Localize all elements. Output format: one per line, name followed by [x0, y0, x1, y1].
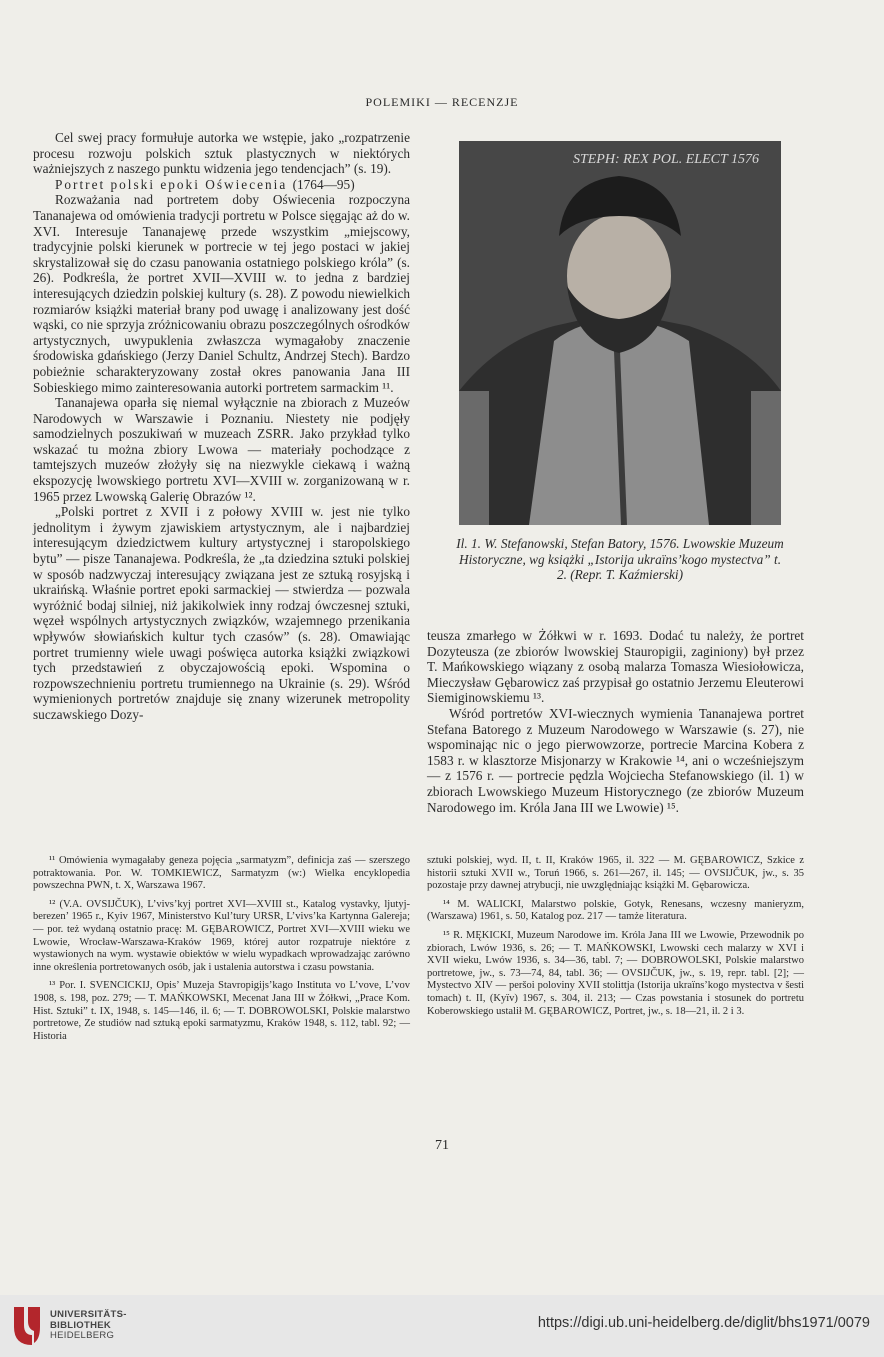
paragraph: Rozważania nad portretem doby Oświecenia rozpoczyna Tananajewa od omówienia tradycji portretu w Polsce sięgając aż do w. XVI. Interesuje Tananajewę przede wszystkim „miejscowy, tradycyjnie polski kierunek w portrecie w tej jego postaci w jakiej skrystalizował się do czasu panowania ostatniego polskiego króla” (s. 26). Podkreśla, że portret XVII—XVIII w. to jedna z bardziej interesujących dziedzin polskiej kultury (s. 28). Z powodu niewielkich rozmiarów książki materiał brany pod uwagę i analizowany jest dość wąski, co nie sprzyja zróżnicowaniu obrazu poszczególnych ośrodków artystycznych, uwypuklenia zwłaszcza wymagałoby znaczenie środowiska gdańskiego (Jerzy Daniel Schultz, Andrzej Stech). Bardzo pobieżnie scharakteryzowany został okres panowania Jana III Sobieskiego mimo zainteresowania autorki portretem sarmackim ¹¹. — [33, 192, 410, 395]
paragraph: Cel swej pracy formułuje autorka we wstępie, jako „rozpatrzenie procesu rozwoju polskich sztuk plastycznych w niektórych ważniejszych z naszego punktu widzenia jego tendencjach” (s. 19). — [33, 130, 410, 177]
footnote: ¹⁵ R. MĘKICKI, Muzeum Narodowe im. Króla Jana III we Lwowie, Przewodnik po zbiorach, Lwów 1936, s. 26; — T. MAŃKOWSKI, Lwowski cech malarzy w XVI i XVII wieku, Lwów 1936, s. 34—36, tabl. 7; — DOBROWOLSKI, Polskie malarstwo portretowe, jw., s. 73—74, 84, tabl. 36; — OVSIJČUK, jw., s. 19, repr. tabl. [2]; — Mystectvo XIV — peršoi poloviny XVII stolittja (Istorija ukraїns’kogo mystectva v šesti tomach) t. II, (Kyїv) 1967, s. 304, il. 213; — Czas powstania i stosunek do portretu Koberowskiego ustalił M. GĘBAROWICZ, Portret, jw., s. 18—21, il. 2 i 3. — [427, 929, 804, 1017]
right-column — [427, 628, 804, 815]
footnote: ¹⁴ M. WALICKI, Malarstwo polskie, Gotyk, Renesans, wczesny manieryzm, (Warszawa) 1961, s. 50, Katalog poz. 217 — tamże literatura. — [427, 898, 804, 923]
section-title-text: Portret polski epoki Oświecenia — [55, 176, 288, 192]
university-library-logo-icon[interactable] — [10, 1303, 44, 1349]
portrait-figure — [459, 141, 781, 525]
section-title — [33, 177, 410, 193]
section-years: (1764—95) — [292, 176, 355, 192]
figure-caption: Il. 1. W. Stefanowski, Stefan Batory, 1576. Lwowskie Muzeum Historyczne, wg książki „Istorija ukraїns’kogo mystectva” t. 2. (Repr. T. Kaźmierski) — [456, 536, 784, 583]
footnote: ¹¹ Omówienia wymagałaby geneza pojęcia „sarmatyzm”, definicja zaś — szerszego potraktowania. Por. W. TOMKIEWICZ, Sarmatyzm (w:) Wielka encyklopedia powszechna PWN, t. X, Warszawa 1967. — [33, 855, 410, 892]
paragraph: Wśród portretów XVI-wiecznych wymienia Tananajewa portret Stefana Batorego z Muzeum Narodowego w Warszawie (s. 27), nie wspominając nic o jego pierwowzorze, portrecie Marcina Kobera z 1583 r. w klasztorze Misjonarzy w Krakowie ¹⁴, ani o wcześniejszym — z 1576 r. — portrecie pędzla Wojciecha Stefanowskiego (il. 1) w zbiorach Lwowskiego Muzeum Historycznego (ze zbiorów Muzeum Narodowego im. Króla Jana III we Lwowie) ¹⁵. — [427, 705, 804, 815]
library-name-line: UNIVERSITÄTS- — [50, 1309, 127, 1320]
library-name-line: BIBLIOTHEK — [50, 1319, 112, 1331]
footnote: ¹³ Por. I. SVENCICKIJ, Opis’ Muzeja Stavropigijs’kago Instituta vo L’vove, L’vov 1908, s. 198, poz. 279; — T. MAŃKOWSKI, Mecenat Jana III w Żółkwi, „Prace Kom. Hist. Sztuki” t. IX, 1948, s. 145—146, il. 6; — T. DOBROWOLSKI, Polskie malarstwo portretowe, Ze studiów nad sztuką epoki sarmatyzmu, Kraków 1948, s. 112, tabl. 92; — Historia — [33, 980, 410, 1042]
paragraph: „Polski portret z XVII i z połowy XVIII w. jest nie tylko jednolitym i żywym zjawiskiem artystycznym, ale i najbardziej interesującym dziedzictwem kultury artystycznej i staropolskiego bytu” — pisze Tananajewa. Podkreśla, że „ta dziedzina sztuki polskiej w sposób nadzwyczaj interesujący związana jest ze sztuką rosyjską i ukraińską. Właśnie portret epoki sarmackiej — stwierdza — pozwala wyróżnić bodaj silniej, niż jakikolwiek inny rodzaj ówczesnej sztuki, węzeł wspólnych artystycznych związków, wzajemnego przenikania wpływów słowiańskich kultur tych czasów” (s. 28). Omawiając portret trumienny wiele uwagi poświęca autorka książki związkowi tych przedstawień z obyczajowością epoki. Wspomina o rozpowszechnieniu portretu trumiennego na Ukrainie (s. 29). Wśród wymienionych portretów znajduje się znany wizerunek metropolity suczawskiego Dozy- — [33, 504, 410, 722]
portrait-inscription: STEPH: REX POL. ELECT 1576 — [572, 152, 759, 167]
page-url-link[interactable]: https://digi.ub.uni-heidelberg.de/diglit/bhs1971/0079 — [537, 1315, 870, 1331]
left-column — [33, 130, 410, 723]
footer-bar — [0, 1295, 884, 1357]
running-title: POLEMIKI — RECENZJE — [365, 95, 519, 109]
footnotes-right — [427, 855, 804, 1024]
paragraph: Tananajewa oparła się niemal wyłącznie na zbiorach z Muzeów Narodowych w Warszawie i Poznaniu. Niestety nie podjęły samodzielnych poszukiwań w muzeach ZSRR. Jako przykład tylko wskazać tu można zbiory Lwowa — materiały pochodzące z tamtejszych muzeów złożyły się na niezwykle ciekawą i ważną ekspozycję lwowskiego portretu XVI—XVIII w. zorganizowaną w r. 1965 przez Lwowską Galerię Obrazów ¹². — [33, 395, 410, 504]
footnote: sztuki polskiej, wyd. II, t. II, Kraków 1965, il. 322 — M. GĘBAROWICZ, Szkice z historii sztuki XVII w., Toruń 1966, s. 261—267, il. 145; — OVSIJČUK, jw., s. 35 pozostaje przy dawnej atrybucji, nie uwzględniając książki M. Gębarowicza. — [427, 855, 804, 892]
paragraph: teusza zmarłego w Żółkwi w r. 1693. Dodać tu należy, że portret Dozyteusza (ze zbiorów lwowskiej Stauropigii, zaginiony) był przez T. Mańkowskiego wiązany z osobą malarza Tomasza Wiesiołowicza, Mieczysław Gębarowicz zaś przypisał go ostatnio Jerzemu Eleuterowi Siemiginowskiemu ¹³. — [427, 628, 804, 706]
page-number: 71 — [435, 1138, 449, 1153]
library-name[interactable] — [50, 1310, 127, 1342]
portrait-illustration — [459, 141, 781, 525]
footnotes-left — [33, 855, 410, 1049]
footnote: ¹² (V.A. OVSIJČUK), L’vivs’kyj portret XVI—XVIII st., Katalog vystavky, ljutyj-berezen’ 1965 r., Kyiv 1967, Ministerstvo Kul’tury URSR, L’vivs’ka Kartynna Galereja; — por. też wydaną ostatnio pracę: M. GĘBAROWICZ, Portret XVI—XVIII wieku we Lwowie, Wrocław-Warszawa-Kraków 1969, której autor rozpatruje niektóre z wystawionych na wym. wystawie obiektów w wielu wypadkach wprowadzając zarówno inne określenia portretowanych osób, jak i ustalenia autorstwa i czasu powstania. — [33, 898, 410, 973]
library-name-line: HEIDELBERG — [50, 1330, 115, 1341]
